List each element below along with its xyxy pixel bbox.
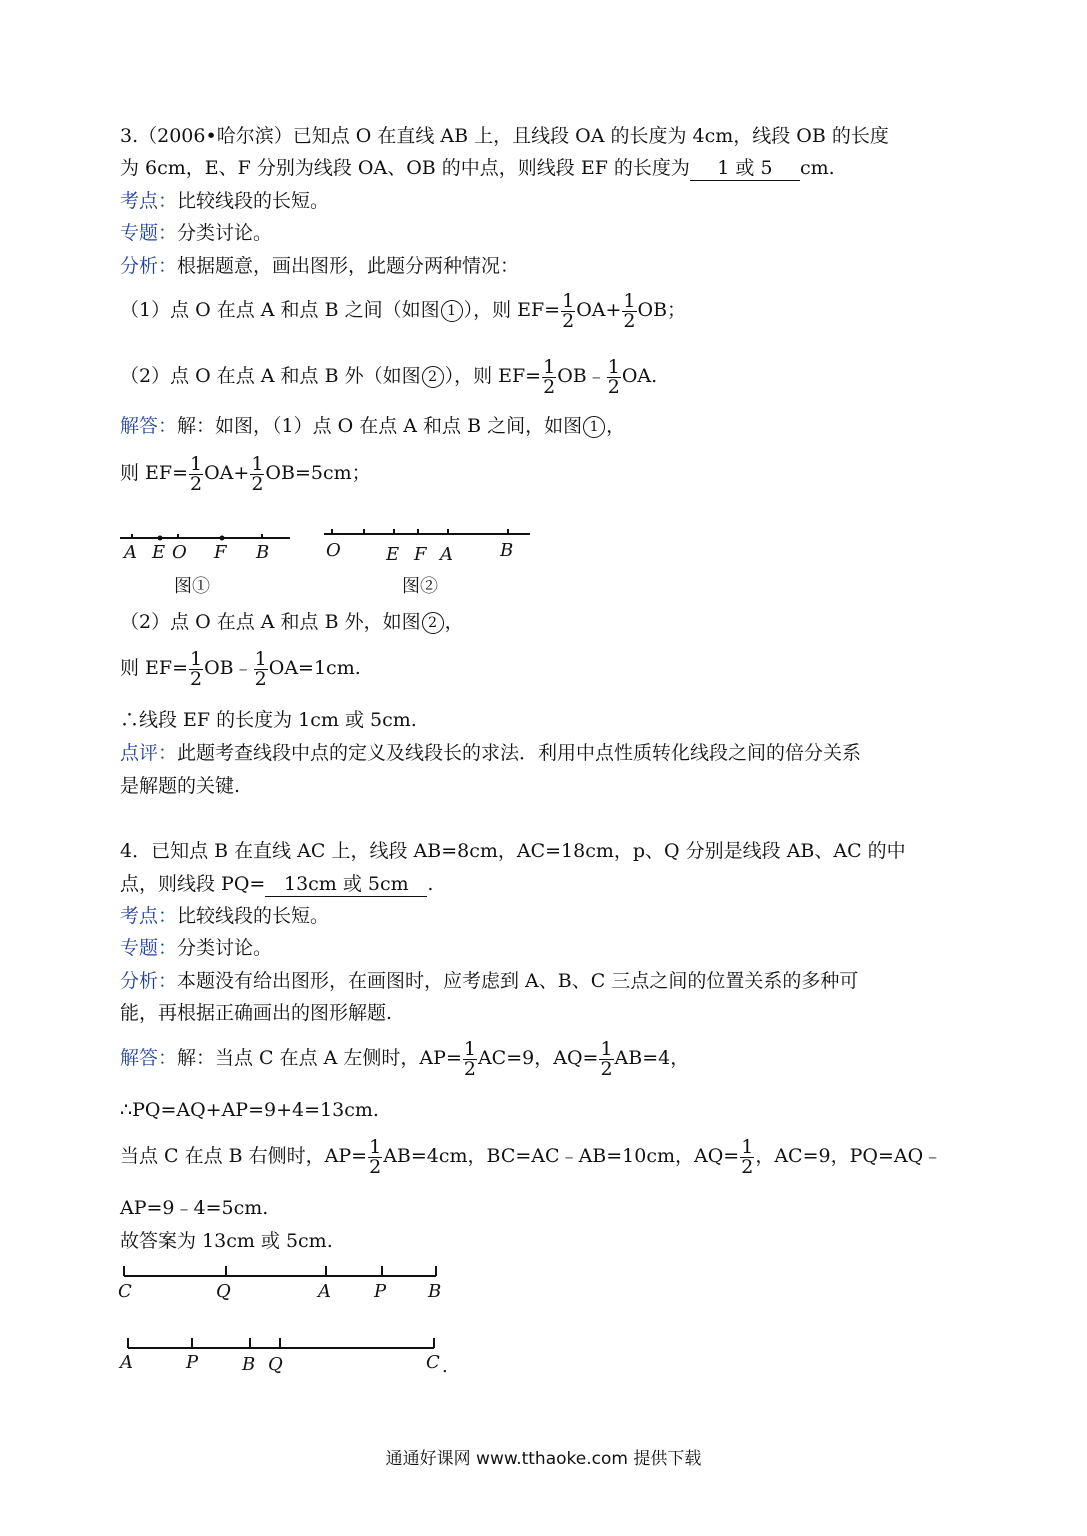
fraction-half: $\frac{1}{2}$ [623, 289, 636, 332]
q4-kaodian-text: 比较线段的长短。 [177, 905, 330, 927]
q4-kaodian [120, 904, 329, 928]
q3-case2-text: （2）点 O 在点 A 和点 B 外（如图 [120, 365, 421, 387]
q4-zhuanti-label: 专题： [120, 937, 178, 959]
fig2-label: B [500, 540, 514, 561]
q3-case1-ob: OB； [637, 299, 687, 321]
q4-zhuanti [120, 936, 272, 960]
q3-calc1-oa: OA+ [204, 462, 250, 484]
q4-jieda3-text: 当点 C 在点 B 右侧时，AP= [120, 1145, 368, 1167]
q3-calc2 [120, 648, 361, 689]
q3-zhuanti [120, 221, 272, 245]
q4-kaodian-label: 考点： [120, 905, 178, 927]
fig2-label: F [414, 544, 427, 565]
q4-jieda-text: 解：当点 C 在点 A 左侧时，AP= [177, 1047, 462, 1069]
fraction-half: $\frac{1}{2}$ [543, 355, 556, 398]
q4-stem-text: 点，则线段 PQ= [120, 873, 266, 895]
q4-zhuanti-text: 分类讨论。 [177, 937, 273, 959]
figure-1 [118, 526, 298, 570]
q4-jieda-ac: AC=9，AQ= [477, 1047, 599, 1069]
fig4-label: C [426, 1352, 440, 1373]
q3-jieda-comma: ， [606, 415, 626, 437]
q3-dianping-text: 此题考查线段中点的定义及线段长的求法．利用中点性质转化线段之间的倍分关系 [177, 742, 862, 764]
q3-stem-line2 [120, 156, 835, 181]
fig2-label: E [386, 544, 400, 565]
fig1-label: F [214, 542, 227, 563]
q4-jieda2: ∴PQ=AQ+AP=9+4=13cm. [120, 1099, 379, 1121]
q4-jieda-ab: AB=4， [614, 1047, 690, 1069]
figure-2 [322, 524, 534, 572]
fig2-label: A [440, 544, 453, 565]
circled-number-2: 2 [422, 612, 444, 634]
q3-zhuanti-text: 分类讨论。 [177, 222, 273, 244]
q3-fenxi [120, 254, 519, 278]
fig4-end-dot: . [442, 1356, 448, 1377]
q3-jieda-label: 解答： [120, 415, 178, 437]
fraction-half: $\frac{1}{2}$ [190, 647, 203, 690]
fig3-label: B [428, 1281, 442, 1302]
q4-stem-line1: 4．已知点 B 在直线 AC 上，线段 AB=8cm，AC=18cm，p、Q 分别是线段 AB、AC 的中 [120, 840, 906, 862]
q3-jieda [120, 414, 625, 438]
q3-calc1-result: OB=5cm； [265, 462, 371, 484]
figure-1-caption: 图① [174, 576, 210, 597]
q3-case1-oa: OA+ [576, 299, 622, 321]
q4-fenxi-label: 分析： [120, 970, 178, 992]
fraction-half: $\frac{1}{2}$ [562, 289, 575, 332]
q3-case1-text: （1）点 O 在点 A 和点 B 之间（如图 [120, 299, 440, 321]
q3-case2-oa: OA. [621, 365, 658, 387]
q4-stem-line2 [120, 872, 433, 897]
fig1-label: O [172, 542, 187, 563]
fraction-half: $\frac{1}{2}$ [254, 647, 267, 690]
q3-zhuanti-label: 专题： [120, 222, 178, 244]
q3-dianping-line2: 是解题的关键. [120, 775, 241, 797]
q3-case2-ob: OB﹣ [557, 365, 606, 387]
q4-jieda5: 故答案为 13cm 或 5cm. [120, 1230, 333, 1252]
q4-jieda3-end: ，AC=9，PQ=AQ﹣ [755, 1145, 943, 1167]
q3-jieda-text: 解：如图，（1）点 O 在点 A 和点 B 之间，如图 [177, 415, 583, 437]
q4-fenxi-text: 本题没有给出图形，在画图时，应考虑到 A、B、C 三点之间的位置关系的多种可 [177, 970, 859, 992]
q4-fenxi [120, 969, 858, 993]
figure-2-caption: 图② [402, 576, 438, 597]
q3-calc1 [120, 453, 371, 494]
fig3-label: Q [216, 1281, 231, 1302]
q3-jieda2 [120, 610, 464, 634]
q3-dianping [120, 741, 861, 765]
q4-jieda3 [120, 1136, 942, 1177]
q3-kaodian-label: 考点： [120, 190, 178, 212]
fig1-label: E [152, 542, 166, 563]
q3-calc2-result: OA=1cm. [268, 657, 361, 679]
fraction-half: $\frac{1}{2}$ [600, 1037, 613, 1080]
fig1-label: A [124, 542, 137, 563]
fig3-label: A [318, 1281, 331, 1302]
q4-jieda4: AP=9﹣4=5cm. [120, 1197, 269, 1219]
fig4-label: P [186, 1352, 199, 1373]
figure-3 [116, 1262, 456, 1308]
circled-number-2: 2 [422, 366, 444, 388]
q3-kaodian [120, 189, 329, 213]
q4-jieda3-mid: AB=4cm，BC=AC﹣AB=10cm，AQ= [383, 1145, 740, 1167]
figure-4 [116, 1334, 456, 1382]
q4-stem-dot: . [427, 873, 434, 895]
q3-case1 [120, 290, 686, 331]
fig4-label: B [242, 1354, 256, 1375]
page-footer: 通通好课网 www.tthaoke.com 提供下载 [385, 1449, 702, 1469]
q3-jieda2-text: （2）点 O 在点 A 和点 B 外，如图 [120, 611, 421, 633]
q3-dianping-label: 点评： [120, 742, 178, 764]
fraction-half: $\frac{1}{2}$ [190, 452, 203, 495]
circled-number-1: 1 [583, 416, 605, 438]
fig2-label: O [326, 540, 341, 561]
q3-stem-line1: 3.（2006•哈尔滨）已知点 O 在直线 AB 上，且线段 OA 的长度为 4cm，线段 OB 的长度 [120, 125, 889, 147]
fig1-point-f [220, 536, 225, 541]
fraction-half: $\frac{1}{2}$ [607, 355, 620, 398]
q3-fenxi-label: 分析： [120, 255, 178, 277]
q3-answer: 1 或 5 [690, 156, 800, 181]
fraction-half: $\frac{1}{2}$ [463, 1037, 476, 1080]
fig4-label: Q [268, 1354, 283, 1375]
q3-kaodian-text: 比较线段的长短。 [177, 190, 330, 212]
q3-case2-ef: ），则 EF= [444, 365, 542, 387]
q3-case1-ef: ），则 EF= [463, 299, 561, 321]
circled-number-1: 1 [441, 300, 463, 322]
fig4-label: A [120, 1352, 133, 1373]
q3-jieda2-comma: ， [444, 611, 464, 633]
fraction-half: $\frac{1}{2}$ [251, 452, 264, 495]
q3-stem-unit: cm. [799, 157, 835, 179]
q3-case2 [120, 356, 657, 397]
q3-calc2-text: 则 EF= [120, 657, 189, 679]
fig1-label: B [256, 542, 270, 563]
q4-jieda-label: 解答： [120, 1047, 178, 1069]
q3-calc1-text: 则 EF= [120, 462, 189, 484]
fraction-half: $\frac{1}{2}$ [741, 1135, 754, 1178]
q4-jieda [120, 1038, 689, 1079]
fraction-half: $\frac{1}{2}$ [369, 1135, 382, 1178]
fig3-label: P [374, 1281, 387, 1302]
fig1-point-e [158, 536, 163, 541]
q4-fenxi-line2: 能，再根据正确画出的图形解题. [120, 1002, 393, 1024]
fig3-label: C [118, 1281, 132, 1302]
q3-calc2-ob: OB﹣ [204, 657, 253, 679]
q3-stem-text: 为 6cm，E、F 分别为线段 OA、OB 的中点，则线段 EF 的长度为 [120, 157, 690, 179]
q3-fenxi-text: 根据题意，画出图形，此题分两种情况： [177, 255, 520, 277]
q3-conclusion: ∴线段 EF 的长度为 1cm 或 5cm. [120, 709, 417, 731]
q4-answer: 13cm 或 5cm [265, 872, 427, 897]
